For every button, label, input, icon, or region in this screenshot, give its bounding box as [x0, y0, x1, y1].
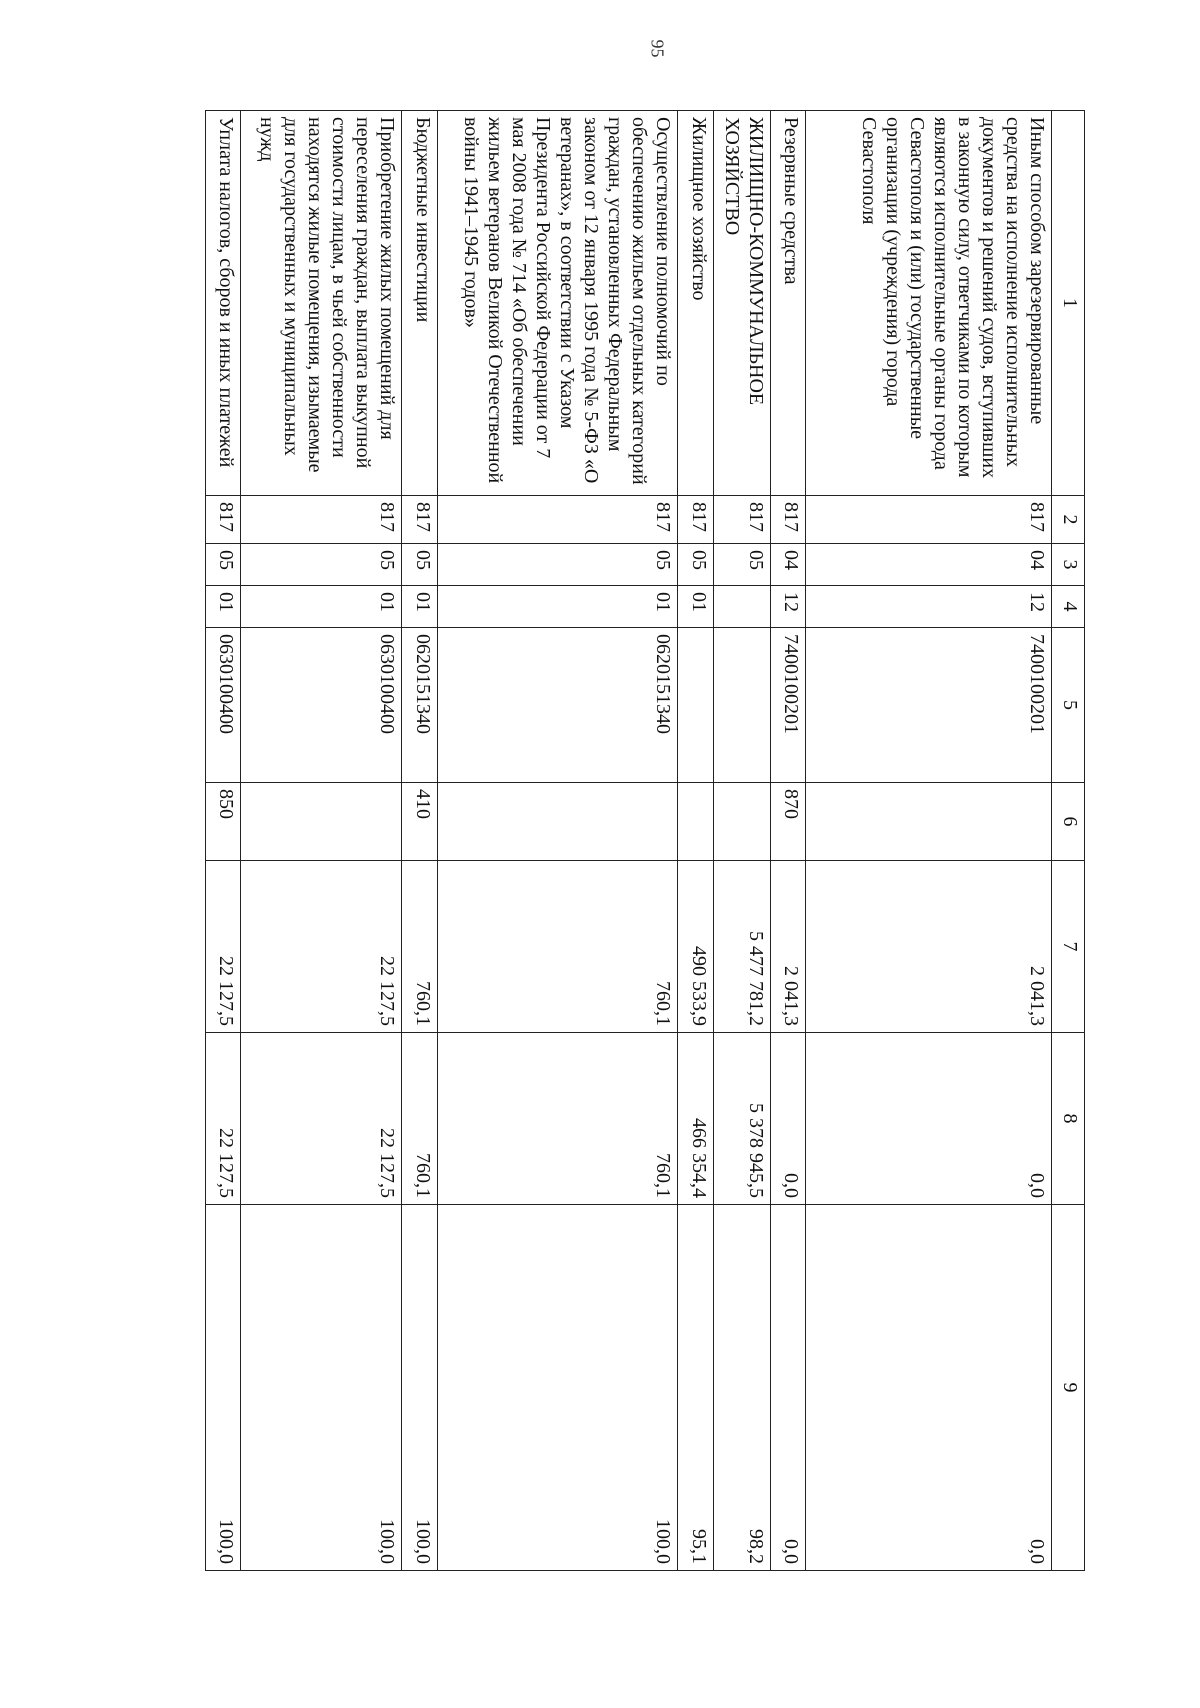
cell-c7: 2 041,3 — [770, 861, 805, 1033]
cell-c7: 760,1 — [437, 861, 678, 1033]
cell-c4: 01 — [206, 586, 241, 628]
cell-c3: 04 — [770, 544, 805, 586]
cell-c6 — [437, 783, 678, 861]
cell-c7: 22 127,5 — [206, 861, 241, 1033]
row-name: Резервные средства — [770, 111, 805, 496]
cell-c7: 2 041,3 — [806, 861, 1052, 1033]
page-number: 95 — [647, 39, 668, 58]
cell-c8: 0,0 — [806, 1033, 1052, 1205]
cell-c4: 12 — [770, 586, 805, 628]
cell-c9: 100,0 — [402, 1205, 437, 1571]
header-row — [1052, 111, 1085, 1571]
header-cell: 2 — [1052, 496, 1085, 544]
cell-c3: 04 — [806, 544, 1052, 586]
row-name: Осуществление полномочий по обеспечению жильем отдельных категорий граждан, установленных Федеральным законом от 12 января 1995 года № 5-ФЗ «О ветеранах», в соответствии с Указом Президента Российской Федерации от 7 мая 2008 года № 714 «Об обеспечении жильем ветеранов Великой Отечественной войны 1941–1945 годов» — [437, 111, 678, 496]
header-cell: 4 — [1052, 586, 1085, 628]
cell-c4: 01 — [678, 586, 713, 628]
cell-c6 — [713, 783, 770, 861]
cell-c5: 7400100201 — [806, 628, 1052, 783]
header-cell: 9 — [1052, 1205, 1085, 1571]
cell-c2: 817 — [241, 496, 402, 544]
cell-c6: 850 — [206, 783, 241, 861]
cell-c5: 0630100400 — [241, 628, 402, 783]
header-cell: 6 — [1052, 783, 1085, 861]
row-name: ЖИЛИЩНО-КОММУНАЛЬНОЕ ХОЗЯЙСТВО — [713, 111, 770, 496]
cell-c9: 100,0 — [437, 1205, 678, 1571]
cell-c9: 95,1 — [678, 1205, 713, 1571]
cell-c4: 12 — [806, 586, 1052, 628]
cell-c4: 01 — [437, 586, 678, 628]
cell-c9: 0,0 — [806, 1205, 1052, 1571]
cell-c9: 100,0 — [206, 1205, 241, 1571]
cell-c8: 22 127,5 — [206, 1033, 241, 1205]
cell-c2: 817 — [206, 496, 241, 544]
cell-c6 — [241, 783, 402, 861]
cell-c5: 7400100201 — [770, 628, 805, 783]
row-name: Иным способом зарезервированные средства на исполнение исполнительных документов и решений судов, вступивших в законную силу, ответчиками по которым являются исполнительные органы города Севастополя и (или) государственные организации (учреждения) города Севастополя — [806, 111, 1052, 496]
cell-c6: 870 — [770, 783, 805, 861]
cell-c3: 05 — [241, 544, 402, 586]
cell-c3: 05 — [713, 544, 770, 586]
table-row — [678, 111, 713, 1571]
cell-c8: 5 378 945,5 — [713, 1033, 770, 1205]
row-name: Уплата налогов, сборов и иных платежей — [206, 111, 241, 496]
cell-c9: 100,0 — [241, 1205, 402, 1571]
cell-c2: 817 — [437, 496, 678, 544]
budget-table-rotated — [205, 110, 1085, 1570]
cell-c3: 05 — [678, 544, 713, 586]
cell-c2: 817 — [713, 496, 770, 544]
cell-c2: 817 — [770, 496, 805, 544]
cell-c4: 01 — [241, 586, 402, 628]
cell-c3: 05 — [402, 544, 437, 586]
cell-c5: 0620151340 — [402, 628, 437, 783]
header-cell: 3 — [1052, 544, 1085, 586]
cell-c4: 01 — [402, 586, 437, 628]
table-row — [770, 111, 805, 1571]
table-row — [713, 111, 770, 1571]
cell-c9: 0,0 — [770, 1205, 805, 1571]
cell-c4 — [713, 586, 770, 628]
cell-c3: 05 — [437, 544, 678, 586]
cell-c8: 760,1 — [402, 1033, 437, 1205]
table-row — [437, 111, 678, 1571]
row-name: Приобретение жилых помещений для переселения граждан, выплата выкупной стоимости лицам, в чьей собственности находятся жилые помещения, изымаемые для государственных и муниципальных нужд — [241, 111, 402, 496]
cell-c5: 0630100400 — [206, 628, 241, 783]
cell-c2: 817 — [678, 496, 713, 544]
row-name: Жилищное хозяйство — [678, 111, 713, 496]
table-row — [206, 111, 241, 1571]
cell-c6: 410 — [402, 783, 437, 861]
header-cell: 7 — [1052, 861, 1085, 1033]
table-row — [241, 111, 402, 1571]
table-row — [806, 111, 1052, 1571]
cell-c8: 22 127,5 — [241, 1033, 402, 1205]
cell-c5 — [678, 628, 713, 783]
cell-c6 — [806, 783, 1052, 861]
cell-c7: 22 127,5 — [241, 861, 402, 1033]
cell-c5: 0620151340 — [437, 628, 678, 783]
cell-c8: 466 354,4 — [678, 1033, 713, 1205]
cell-c3: 05 — [206, 544, 241, 586]
cell-c5 — [713, 628, 770, 783]
cell-c2: 817 — [806, 496, 1052, 544]
cell-c7: 490 533,9 — [678, 861, 713, 1033]
budget-table — [205, 110, 1085, 1571]
cell-c9: 98,2 — [713, 1205, 770, 1571]
table-row — [402, 111, 437, 1571]
cell-c7: 5 477 781,2 — [713, 861, 770, 1033]
header-cell: 8 — [1052, 1033, 1085, 1205]
cell-c2: 817 — [402, 496, 437, 544]
cell-c7: 760,1 — [402, 861, 437, 1033]
header-cell: 5 — [1052, 628, 1085, 783]
header-cell: 1 — [1052, 111, 1085, 496]
cell-c6 — [678, 783, 713, 861]
cell-c8: 760,1 — [437, 1033, 678, 1205]
row-name: Бюджетные инвестиции — [402, 111, 437, 496]
cell-c8: 0,0 — [770, 1033, 805, 1205]
